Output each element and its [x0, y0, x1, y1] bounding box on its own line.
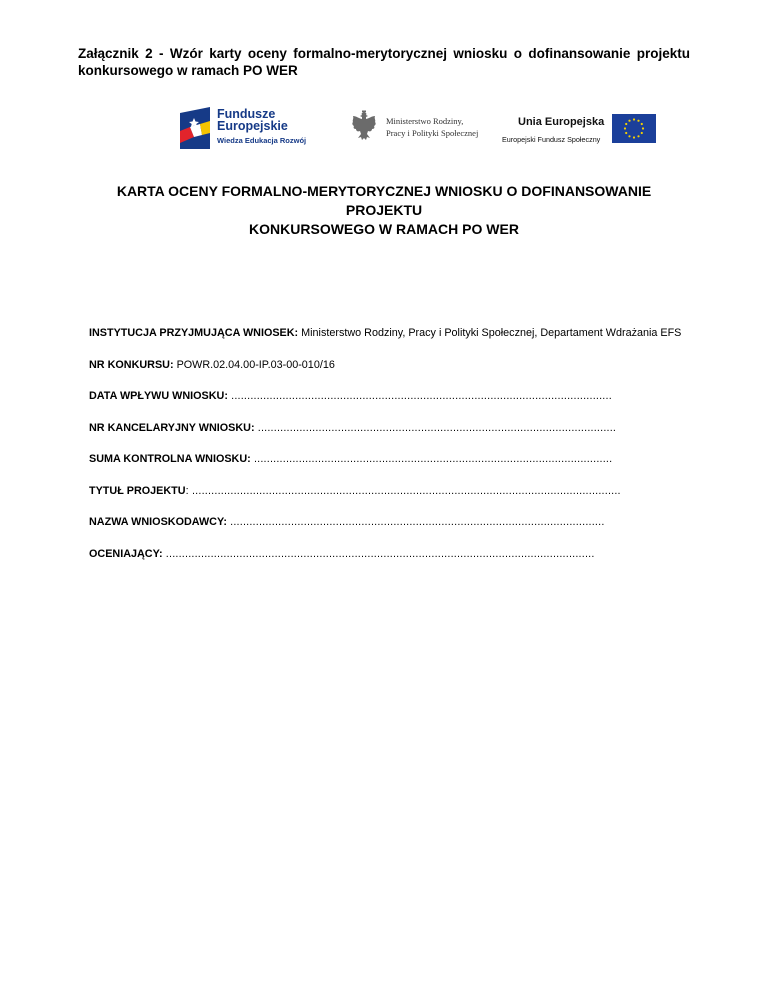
logo-strip	[0, 104, 768, 152]
field-office-number	[89, 421, 689, 435]
form-title	[90, 182, 678, 239]
field-value: ................................................................................................................	[250, 453, 613, 465]
field-project-title	[89, 484, 689, 498]
fe-logo-name	[217, 108, 288, 132]
field-value: : ......................................................................................................................................	[185, 484, 621, 497]
field-applicant-name	[89, 515, 689, 529]
field-receipt-date	[89, 389, 689, 403]
field-competition-number	[89, 358, 689, 372]
field-label: DATA WPŁYWU WNIOSKU:	[89, 390, 228, 402]
field-checksum	[89, 452, 689, 466]
field-label: NR KONKURSU:	[89, 358, 174, 371]
ministry-line2: Pracy i Polityki Społecznej	[386, 128, 479, 138]
field-value: Ministerstwo Rodziny, Pracy i Polityki Społecznej, Departament Wdrażania EFS	[298, 327, 682, 339]
field-value: ......................................................................................................................................	[162, 547, 595, 560]
field-institution	[89, 326, 689, 340]
field-label: OCENIAJĄCY:	[89, 547, 163, 560]
field-value: .......................................................................................................................	[227, 390, 612, 402]
eu-title: Unia Europejska	[518, 116, 605, 128]
field-label: NAZWA WNIOSKODAWCY:	[89, 516, 227, 528]
eu-star-icon	[641, 123, 643, 125]
eagle-emblem-icon	[350, 110, 378, 142]
field-value: .....................................................................................................................	[226, 516, 605, 528]
field-evaluator	[89, 547, 689, 561]
field-value: POWR.02.04.00-IP.03-00-010/16	[173, 358, 335, 371]
fundusze-europejskie-logo	[180, 107, 310, 149]
form-title-line2: KONKURSOWEGO W RAMACH PO WER	[249, 221, 519, 237]
eu-star-icon	[628, 135, 630, 137]
eu-star-icon	[625, 123, 627, 125]
eu-star-icon	[633, 118, 635, 120]
eu-star-icon	[624, 127, 626, 129]
field-label: SUMA KONTROLNA WNIOSKU:	[89, 453, 251, 465]
field-label: INSTYTUCJA PRZYJMUJĄCA WNIOSEK:	[89, 327, 299, 339]
ministry-logo	[350, 110, 480, 146]
field-value: ................................................................................................................	[254, 421, 617, 434]
eu-star-icon	[633, 136, 635, 138]
eu-logo	[500, 110, 660, 144]
eu-star-icon	[641, 132, 643, 134]
eu-star-icon	[642, 127, 644, 129]
eu-star-icon	[628, 120, 630, 122]
field-label: TYTUŁ PROJEKTU	[89, 484, 186, 497]
field-label: NR KANCELARYJNY WNIOSKU:	[89, 421, 255, 434]
form-fields	[89, 326, 689, 578]
fe-line2: Europejskie	[217, 119, 288, 133]
ministry-name	[386, 115, 478, 139]
eu-subtitle: Europejski Fundusz Społeczny	[502, 135, 601, 144]
form-title-line1: KARTA OCENY FORMALNO-MERYTORYCZNEJ WNIOSKU O DOFINANSOWANIE PROJEKTU	[116, 183, 652, 218]
fe-line1: Fundusze	[217, 107, 276, 121]
eu-flag-icon	[612, 114, 656, 143]
fundusze-europejskie-mark-icon	[180, 107, 210, 149]
eu-star-icon	[625, 132, 627, 134]
annex-heading: Załącznik 2 - Wzór karty oceny formalno-merytorycznej wniosku o dofinansowanie projektu konkursowego w ramach PO WER	[78, 46, 690, 78]
eu-star-icon	[637, 135, 639, 137]
ministry-line1: Ministerstwo Rodziny,	[386, 116, 464, 126]
eu-star-icon	[637, 120, 639, 122]
fe-tagline: Wiedza Edukacja Rozwój	[217, 136, 307, 145]
